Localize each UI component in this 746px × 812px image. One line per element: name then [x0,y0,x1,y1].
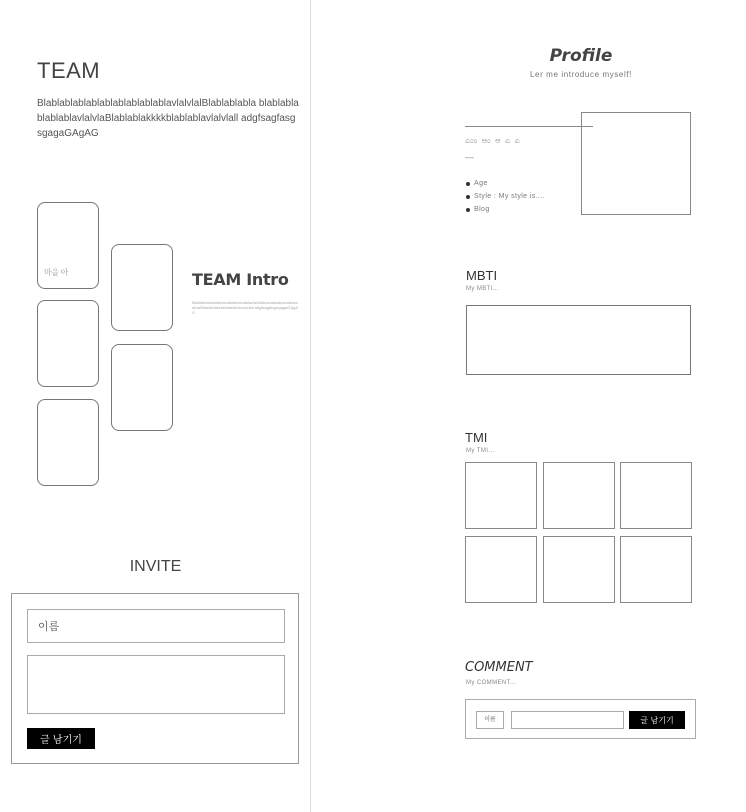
profile-item-label: Age [474,180,488,187]
profile-info-list [466,180,545,219]
comment-title: COMMENT [465,660,533,675]
profile-name: ಎಂಂ ಆಂ ಆ ಎ ಎ [465,136,521,145]
tmi-card-6[interactable] [620,536,692,603]
member-card-label: 마을 아 [44,268,68,277]
tmi-title: TMI [465,430,488,445]
profile-panel [311,0,746,812]
comment-form [465,699,696,739]
invite-title: INVITE [129,558,182,575]
comment-subtitle: My COMMENT... [466,680,517,686]
tmi-card-4[interactable] [465,536,537,603]
invite-message-textarea[interactable] [27,655,285,714]
profile-photo [581,112,691,215]
profile-item-label: Style : My style is.... [474,193,546,200]
profile-dash: — [465,152,474,162]
comment-input[interactable] [511,711,624,729]
team-intro-title: TEAM Intro [192,270,289,289]
tmi-card-2[interactable] [543,462,615,529]
profile-item-blog[interactable] [466,206,545,213]
tmi-card-5[interactable] [543,536,615,603]
team-panel [0,0,311,812]
mbti-box [466,305,691,375]
member-card-4[interactable] [111,344,173,431]
bullet-icon [466,195,470,199]
profile-divider [465,126,593,127]
tmi-subtitle: My TMI... [466,448,495,454]
tmi-card-3[interactable] [620,462,692,529]
comment-submit-button[interactable]: 글 남기기 [629,711,685,729]
mbti-subtitle: My MBTI... [466,286,499,292]
profile-item-style [466,193,545,200]
invite-submit-button[interactable]: 글 남기기 [27,728,95,749]
bullet-icon [466,182,470,186]
profile-item-label: Blog [474,206,490,213]
profile-title: Profile [549,46,613,66]
invite-form [11,593,299,764]
member-card-1[interactable] [37,202,99,289]
bullet-icon [466,208,470,212]
team-intro-description: BlablablablablablablablablablablavlalvlalblablablablablablavlalvlaBlablablakkkkblablablavlalvlall adgfsagfasgsgagaGAgAG [192,300,299,315]
invite-name-input[interactable] [27,609,285,643]
team-description: BlablablablablablablablablablavlalvlalBlablablabla blablablablablablavlalvlaBlablablakkkkblablablavlalvlall adgfsagfasgsgagaGAgAG [37,98,299,139]
tmi-card-1[interactable] [465,462,537,529]
profile-item-age [466,180,545,187]
member-card-5[interactable] [37,399,99,486]
member-card-3[interactable] [37,300,99,387]
mbti-title: MBTI [466,268,498,283]
member-card-2[interactable] [111,244,173,331]
comment-name-label: 이름 [476,711,504,729]
profile-subtitle: Ler me introduce myself! [530,70,632,79]
team-title: TEAM [37,58,101,83]
